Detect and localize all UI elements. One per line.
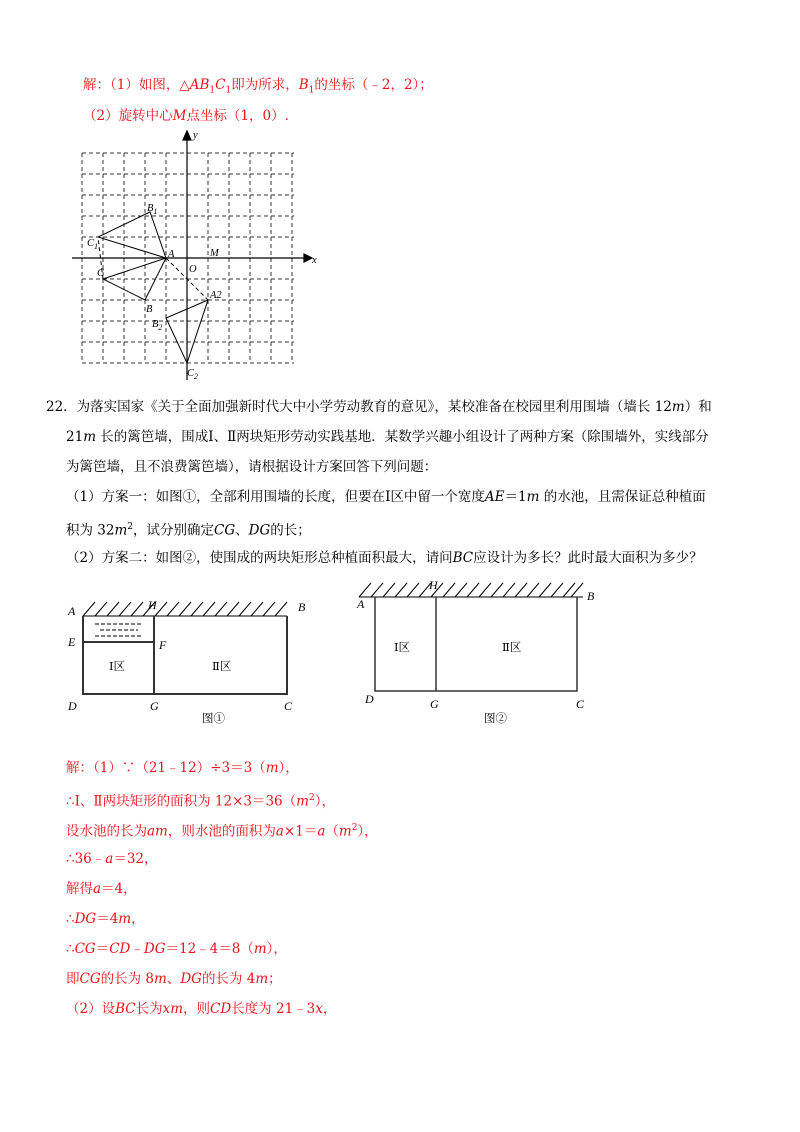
fig2-zone-2: Ⅱ区 xyxy=(502,642,522,654)
fig1-zone-1: Ⅰ区 xyxy=(109,661,126,673)
answer21-line1: 解：（1）如图，$\triangle AB_1C_1$即为所求，$B_1$的坐标（﹣2，2）； xyxy=(83,77,433,96)
solution-line7: ∴CG＝CD﹣DG＝12﹣4＝8（m）， xyxy=(66,941,287,957)
fig2-label-C: C xyxy=(576,697,585,711)
label-M: M xyxy=(210,248,219,259)
label-O: O xyxy=(189,264,197,275)
solution-line3: 设水池的长为am，则水池的面积为$a\times 1=a(m^2)$， xyxy=(66,823,378,840)
label-A2: A2 xyxy=(210,290,222,301)
label-A: A xyxy=(168,249,175,260)
y-axis-label: y xyxy=(193,130,198,141)
label-B: B xyxy=(146,304,153,315)
fig2-caption: 图② xyxy=(484,713,507,725)
q22-line4: （1）方案一：如图①，全部利用围墙的长度，但要在Ⅰ区中留一个宽度AE＝1m 的水池，且需保证总种植面 xyxy=(66,489,706,505)
label-C2: $C_2$ xyxy=(187,368,199,381)
q22-line5: 积为 $32m^2$，试分别确定CG、DG的长； xyxy=(66,522,311,539)
answer21-line2: （2）旋转中心M点坐标（1，0）. xyxy=(83,108,289,124)
fig2-label-D: D xyxy=(365,692,374,706)
fig1-label-H: H xyxy=(148,598,157,612)
fig1-label-A: A xyxy=(68,604,76,618)
fig1-label-F: F xyxy=(159,638,167,652)
solution-line6: ∴DG＝4m， xyxy=(66,911,145,927)
label-B2: $B_2$ xyxy=(152,319,163,332)
x-axis-label: x xyxy=(312,255,317,266)
fig1-label-C: C xyxy=(284,699,293,713)
fig2-label-A: A xyxy=(357,597,365,611)
triangles xyxy=(98,212,208,363)
label-C1: $C_1$ xyxy=(87,238,99,251)
coordinate-grid-figure xyxy=(72,128,322,383)
q22-line3: 为篱笆墙，且不浪费篱笆墙），请根据设计方案回答下列问题： xyxy=(66,459,438,475)
pool-dashes xyxy=(95,624,142,636)
q22-line6: （2）方案二：如图②，使围成的两块矩形总种植面积最大，请问BC应设计为多长？此时最大面积为多少？ xyxy=(66,550,703,566)
figure-2 xyxy=(350,575,610,725)
fig2-label-B: B xyxy=(587,589,595,603)
axes xyxy=(72,131,312,380)
fig2-zone-1: Ⅰ区 xyxy=(394,642,411,654)
fig2-label-H: H xyxy=(429,578,438,592)
fig2-label-G: G xyxy=(430,697,439,711)
label-B1: $B_1$ xyxy=(147,203,158,216)
solution-line1: 解：（1）∵（21﹣12）÷3＝3（m）， xyxy=(66,760,299,776)
solution-line5: 解得a＝4， xyxy=(66,881,137,897)
fig1-zone-2: Ⅱ区 xyxy=(212,661,232,673)
solution-line4: ∴36﹣a＝32， xyxy=(66,851,158,867)
fig1-label-G: G xyxy=(150,699,159,713)
solution-line2: ∴Ⅰ、Ⅱ两块矩形的面积为 $12\times 3=36(m^2)$， xyxy=(66,793,335,810)
wall-hatching xyxy=(359,583,583,597)
fig1-label-E: E xyxy=(68,635,76,649)
solution-line8: 即CG的长为 8m、DG的长为 4m； xyxy=(66,971,282,987)
figure-1 xyxy=(62,590,312,730)
label-C: C xyxy=(97,268,105,279)
fence xyxy=(83,616,287,694)
q22-line1: 22．为落实国家《关于全面加强新时代大中小学劳动教育的意见》，某校准备在校园里利用围墙（墙长 12m）和 xyxy=(46,399,712,415)
fig1-caption: 图① xyxy=(202,713,225,725)
fig1-label-B: B xyxy=(298,600,306,614)
q22-line2: 21m 长的篱笆墙，围成Ⅰ、Ⅱ两块矩形劳动实践基地．某数学兴趣小组设计了两种方案（除围墙外，实线部分 xyxy=(66,429,709,445)
solution-line9: （2）设BC长为xm，则CD长度为 21﹣3x， xyxy=(66,1001,337,1017)
fig1-label-D: D xyxy=(68,699,77,713)
wall-hatching xyxy=(83,602,287,616)
